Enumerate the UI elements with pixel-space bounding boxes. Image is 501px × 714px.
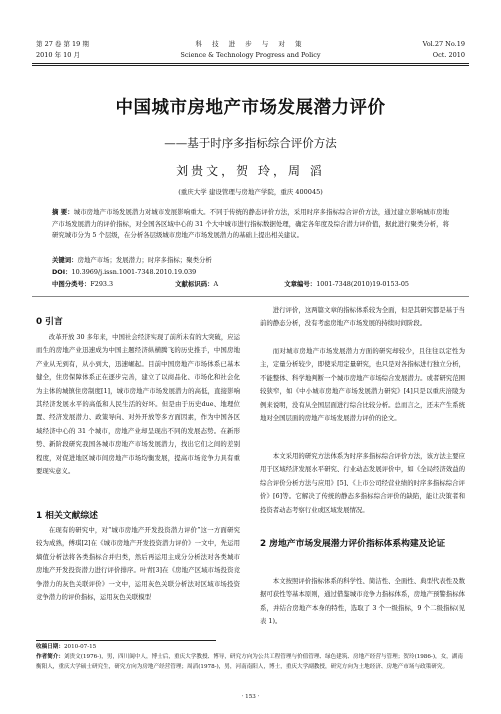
section-1-heading: 1 相关文献综述 [36, 511, 98, 521]
doi [52, 267, 449, 279]
right-paragraph-4: 本文按照评价指标体系的科学性、简洁性、全面性、典型代表性及数据可获性等基本原则，通过借鉴城市竞争力指标体系，房地产预警指标体系，并结合房地产本身的特性，选取了 3 个一级指标，9 个二级指标(见表 1)。 [260, 577, 465, 626]
right-paragraph-2: 而对城市房地产市场发展潜力方面的研究却较少，且往往以定性为主，定量分析较少，即使采用定量研究，也只是对各指标进行独立分析，不能整体、科学地判断一个城市房地产市场综合发展潜力。或者研究范围较狭窄，如《中小城市房地产市场发展潜力研究》[4]只是以重庆涪陵为例来说明，没有从全国层面进行综合比较分析。总而言之，还未产生系统地对全国层面的房地产市场发展潜力评价的论文。 [260, 347, 465, 423]
section-2-heading: 2 房地产市场发展潜力评价指标体系构建及论证 [260, 539, 446, 549]
footnote-rule [36, 640, 216, 641]
paper-subtitle: ——基于时序多指标综合评价方法 [164, 136, 337, 150]
keywords-label: 关键词： [52, 256, 78, 264]
footnote-received [36, 642, 466, 652]
art-value: 1001-7348(2010)19-0153-05 [316, 280, 409, 288]
clc-label: 中图分类号： [52, 280, 91, 288]
keywords-text: 房地产市场；发展潜力；时序多指标；聚类分析 [77, 256, 212, 264]
header-rule [32, 63, 469, 64]
paper-affiliation: (重庆大学 建设管理与房地产学院，重庆 400045) [178, 188, 323, 196]
paper-authors: 刘贵文，贺 玲，周 滔 [176, 164, 325, 178]
journal-date-en: Oct. 2010 [432, 51, 465, 59]
abstract [52, 207, 449, 242]
right-paragraph-3: 本文采用的研究方法体系为时序多指标综合评价方法，该方法主要应用于区域经济发展水平研究、行业动态发展评价中，如《全局经济效益的综合评价分析方法与应用》[5]、《上市公司经营业绩的时序多指标综合评价》[6]等。它解决了传统的静态多指标综合评价的缺陷，能让决策者和投资者动态考察行业或区域发展情况。 [260, 452, 465, 514]
classification-line [52, 279, 472, 291]
doi-text: 10.3969/j.issn.1001-7348.2010.19.039 [71, 268, 197, 276]
section-0-paragraph: 改革开放 30 多年来，中国社会经济实现了前所未有的大突破，应运而生的房地产业迅速成为中国主题经济纵横腾飞的历史推手，中国房地产业从无到有，从小到大，迅速崛起。目前中国房地产市场体系已基本健全，住房保障体系正在逐步完善，建立了以商品化、市场化和社会化为主体的城镇住房制度[1]，城市房地产市场发展潜力的高低，直接影响其经济发展水平的高低和人民生活的好坏。但是由于历史due、地理位置、经济发展潜力、政策导向、对外开放等多方面因素，作为中国各区域经济中心的 31 个城市，房地产业却呈现出不同的发展态势。在新形势、新阶段研究我国各城市房地产市场发展潜力，找出它们之间的差别程度，对促进地区城市间房地产市场均衡发展，提高市场竞争力具有重要现实意义。 [36, 333, 240, 476]
journal-name-cn: 科 技 进 步 与 对 策 [195, 40, 306, 48]
doc-value: A [213, 280, 219, 288]
paper-title: 中国城市房地产市场发展潜力评价 [115, 98, 386, 118]
author-bio-text: 刘贵文(1976-)，男，四川阆中人，博士后，重庆大学教授、博导，研究方向为公共工程管理与价值管理、绿色建筑、房地产经营与管理；贺玲(1986-)，女，湖南衡阳人，重庆大学硕士研究生，研究方向为房地产经营管理；周滔(1978-)，男，河南南阳人，博士，重庆大学副教授，研究方向为土地经济、房地产市场与政策研究。 [36, 654, 463, 670]
right-paragraph-1: 进行评价，这两篇文章的指标体系较为全面，但是其研究都是基于当前的静态分析，没有考虑房地产市场发展的持续时间阶段。 [260, 306, 465, 328]
art-label: 文章编号： [284, 280, 317, 288]
journal-date: 2010 年 10 月 [36, 51, 81, 59]
section-1-paragraph: 在现有的研究中，对“城市房地产开发投资潜力评价”这一方面研究较为成熟，傅琪[2]在《城市房地产开发投资潜力评价》一文中，先运用熵值分析法将各类指标合并归类，然后再运用主成分分析法对各类城市房地产开发投资潜力进行评价排序。叶青[3]在《房地产区域市场投资竞争潜力的灰色关联评价》一文中，运用灰色关联分析法对区域市场投资竞争潜力的评价指标，运用灰色关联模型 [36, 526, 240, 602]
abstract-label: 摘 要： [52, 208, 74, 216]
abstract-text: 城市房地产市场发展潜力对城市发展影响重大。不同于传统的静态评价方法，采用时序多指标综合评价方法，通过建立影响城市房地产市场发展潜力的评价指标，对全国各区域中心的 31 个大中城市进行指标数据处理，确定各年度及综合潜力评价值，据此进行聚类分析，将研究城市分为 5 个层级，在分析各层级城市房地产市场发展潜力的基础上提出相关建议。 [52, 208, 450, 240]
abstract-rule [32, 296, 469, 297]
author-bio-label: 作者简介： [36, 654, 64, 660]
clc-value: F293.3 [90, 280, 114, 288]
received-date: 2010-07-15 [63, 644, 97, 650]
received-label: 收稿日期： [36, 644, 64, 650]
header-rule-thin [32, 65, 469, 66]
journal-volume-en: Vol.27 No.19 [422, 40, 465, 48]
keywords [52, 255, 449, 267]
page-number: · 153 · [241, 694, 260, 700]
journal-volume: 第 27 卷 第 19 期 [36, 40, 89, 48]
doc-label: 文献标识码： [175, 280, 214, 288]
journal-name-en: Science & Technology Progress and Policy [180, 51, 321, 59]
section-0-heading: 0 引言 [36, 317, 63, 327]
doi-label: DOI： [52, 268, 72, 276]
footnote-author-bio [36, 652, 466, 672]
